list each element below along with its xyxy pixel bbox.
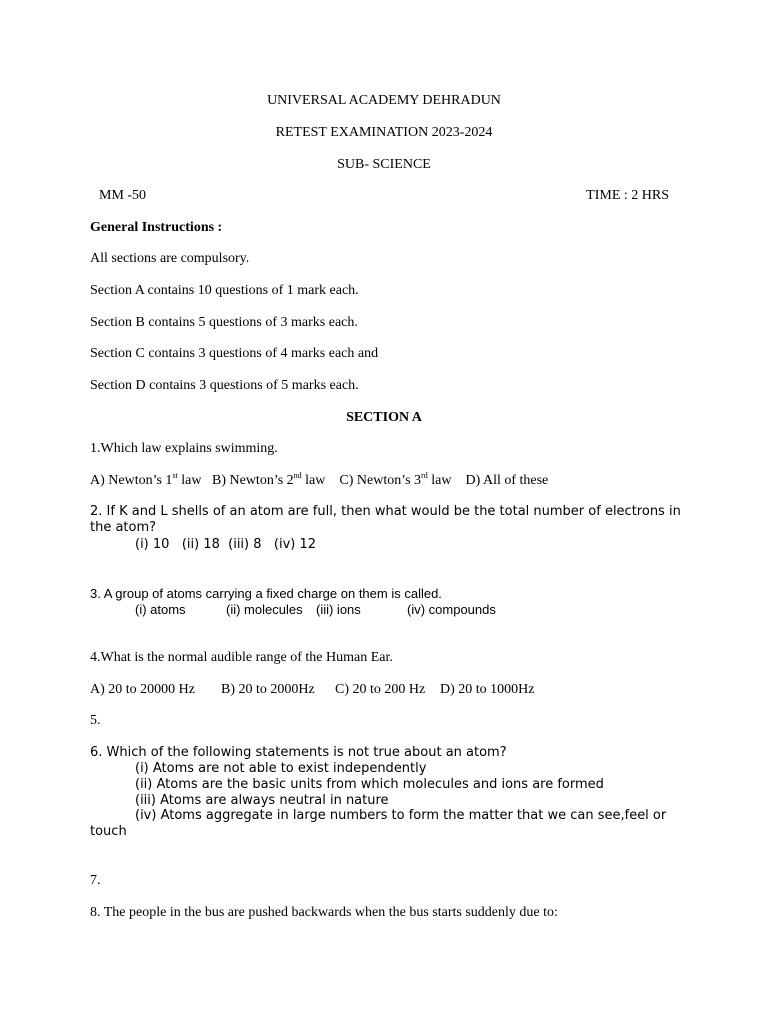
instruction-line: Section C contains 3 questions of 4 marks each and (90, 346, 379, 361)
question-3-option-4: (iv) compounds (407, 602, 496, 617)
question-6-option-2: (ii) Atoms are the basic units from which molecules and ions are formed (135, 777, 604, 792)
question-7: 7. (90, 873, 101, 888)
option-b: B) Newton’s 2nd law (212, 471, 326, 488)
subject-line: SUB- SCIENCE (337, 157, 431, 172)
question-2-options: (i) 10 (ii) 18 (iii) 8 (iv) 12 (135, 537, 317, 552)
question-6-option-4: (iv) Atoms aggregate in large numbers to form the matter that we can see,feel or (135, 808, 667, 823)
question-3-option-2: (ii) molecules (226, 602, 303, 617)
question-3: 3. A group of atoms carrying a fixed charge on them is called. (90, 586, 442, 601)
option-a: A) Newton’s 1st law (90, 471, 202, 488)
question-4-option-c: C) 20 to 200 Hz (335, 682, 426, 697)
question-1: 1.Which law explains swimming. (90, 441, 278, 456)
question-3-option-3: (iii) ions (316, 602, 361, 617)
instruction-line: Section A contains 10 questions of 1 mark each. (90, 283, 359, 298)
question-6: 6. Which of the following statements is not true about an atom? (90, 745, 507, 760)
max-marks: MM -50 (99, 188, 147, 203)
option-d: D) All of these (465, 473, 549, 488)
question-6-option-4-continuation: touch (90, 824, 127, 839)
question-3-option-1: (i) atoms (135, 602, 186, 617)
question-8: 8. The people in the bus are pushed backwards when the bus starts suddenly due to: (90, 905, 558, 920)
instruction-line: Section D contains 3 questions of 5 marks each. (90, 378, 359, 393)
instructions-heading: General Instructions : (90, 220, 223, 235)
question-4-option-b: B) 20 to 2000Hz (221, 682, 315, 697)
instruction-line: All sections are compulsory. (90, 251, 250, 266)
question-6-option-3: (iii) Atoms are always neutral in nature (135, 793, 389, 808)
question-2: 2. If K and L shells of an atom are full, then what would be the total number of electrons in the atom? (90, 504, 681, 535)
question-4: 4.What is the normal audible range of the Human Ear. (90, 650, 393, 665)
section-a-title: SECTION A (346, 410, 422, 425)
question-1-options (90, 473, 548, 489)
option-c: C) Newton’s 3rd law (339, 471, 452, 488)
school-name: UNIVERSAL ACADEMY DEHRADUN (267, 93, 501, 108)
exam-title: RETEST EXAMINATION 2023-2024 (275, 125, 493, 140)
question-4-option-d: D) 20 to 1000Hz (440, 682, 535, 697)
exam-time: TIME : 2 HRS (586, 188, 669, 203)
question-4-option-a: A) 20 to 20000 Hz (90, 682, 195, 697)
instruction-line: Section B contains 5 questions of 3 marks each. (90, 315, 358, 330)
question-5: 5. (90, 713, 101, 728)
question-6-option-1: (i) Atoms are not able to exist independently (135, 761, 427, 776)
